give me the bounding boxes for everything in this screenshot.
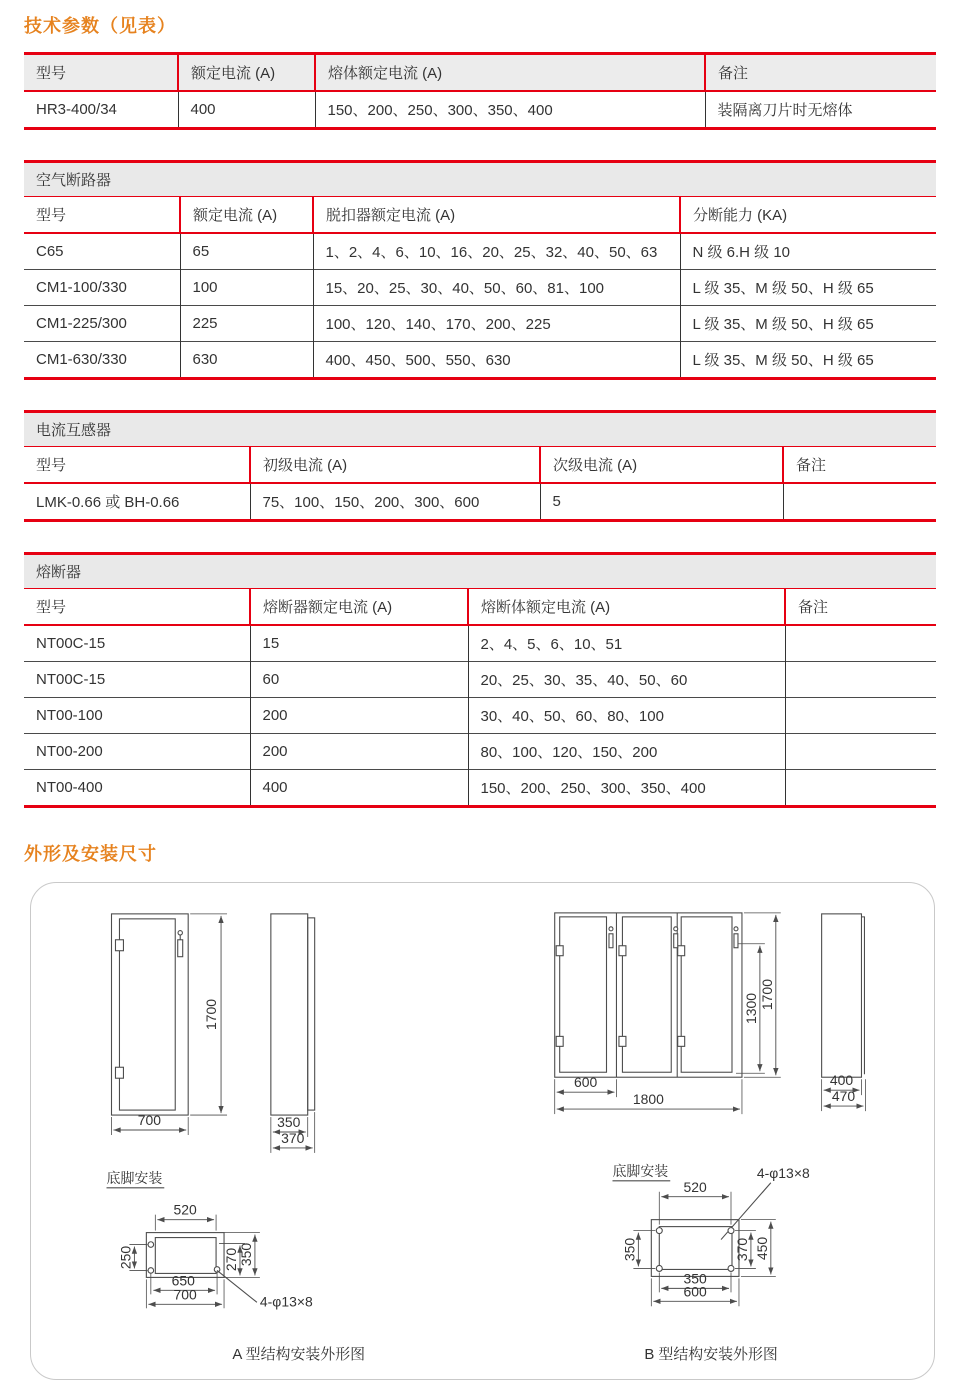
table-row <box>24 625 936 662</box>
dim-label: 400 <box>829 1072 854 1089</box>
table-ct-header-row <box>24 447 936 483</box>
dim-label: 1800 <box>632 1091 664 1108</box>
cell-breaking-capacity: L 级 35、M 级 50、H 级 65 <box>680 270 936 306</box>
table-hr3-header-row <box>24 55 936 91</box>
table-current-transformer <box>24 410 936 522</box>
cell-rated-current: 100 <box>180 270 313 306</box>
table-row <box>24 770 936 806</box>
column-header: 型号 <box>24 197 180 233</box>
dimension-drawings <box>31 883 934 1379</box>
dim-label: 1300 <box>742 992 759 1025</box>
b-front-view <box>555 913 781 1114</box>
column-header: 备注 <box>705 55 936 91</box>
cell-fuselink-rated-current: 30、40、50、60、80、100 <box>468 698 785 734</box>
cell-model: C65 <box>36 243 64 260</box>
column-header: 次级电流 (A) <box>540 447 783 483</box>
hinge-icon <box>619 946 626 956</box>
column-header: 初级电流 (A) <box>250 447 540 483</box>
table-row <box>24 483 936 519</box>
section-title-fuse: 熔断器 <box>24 555 936 589</box>
mounting-hole-icon <box>656 1228 662 1234</box>
dim-label: 250 <box>117 1245 134 1270</box>
lock-handle-icon <box>734 927 738 931</box>
table-row <box>24 91 936 127</box>
table-row <box>24 233 936 270</box>
dim-label: 600 <box>573 1074 598 1091</box>
cell-remark: 装隔离刀片时无熔体 <box>705 91 936 127</box>
hinge-icon <box>115 1067 123 1078</box>
cell-breaking-capacity: L 级 35、M 级 50、H 级 65 <box>680 306 936 342</box>
hole-callout-label: 4-φ13×8 <box>259 1293 313 1310</box>
cell-model: LMK-0.66 或 BH-0.66 <box>36 494 180 511</box>
column-header: 备注 <box>785 589 936 625</box>
cell-remark <box>785 770 936 806</box>
dim-label: 270 <box>222 1247 239 1272</box>
column-header: 分断能力 (KA) <box>680 197 936 233</box>
cell-remark <box>785 662 936 698</box>
table-air-breaker-header-row <box>24 197 936 233</box>
cell-fuselink-rated-current: 20、25、30、35、40、50、60 <box>468 662 785 698</box>
mounting-hole-icon <box>728 1265 734 1271</box>
base-mounting-label: 底脚安装 <box>106 1169 163 1186</box>
table-row <box>24 662 936 698</box>
table-fuse-header-row <box>24 589 936 625</box>
cell-secondary-current: 5 <box>540 483 783 519</box>
b-base-mounting <box>612 1163 809 1306</box>
table-hr3 <box>24 52 936 130</box>
hinge-icon <box>619 1036 626 1046</box>
a-base-mounting <box>107 1170 313 1310</box>
dim-label: 450 <box>753 1236 770 1261</box>
cell-fuse-rated-current: 60 <box>250 662 468 698</box>
table-row <box>24 698 936 734</box>
lock-handle-icon <box>178 931 182 935</box>
a-front-view <box>111 914 227 1135</box>
lock-handle-icon <box>609 927 613 931</box>
mounting-hole-icon <box>148 1268 154 1274</box>
column-header: 脱扣器额定电流 (A) <box>313 197 680 233</box>
lock-handle-icon <box>674 927 678 931</box>
cell-model: CM1-100/330 <box>24 270 180 306</box>
cell-rated-current: 225 <box>180 306 313 342</box>
lock-handle-icon <box>178 940 183 957</box>
hinge-icon <box>678 946 685 956</box>
cell-breaking-capacity: N 级 6.H 级 10 <box>680 233 936 270</box>
b-side-view <box>822 914 866 1111</box>
cell-rated-current: 630 <box>180 342 313 378</box>
lock-handle-icon <box>734 934 738 948</box>
cell-fuse-rated-current: 200 <box>250 734 468 770</box>
cell-fuse-rated-current: 15 <box>250 625 468 662</box>
cell-trip-current: 15、20、25、30、40、50、60、81、100 <box>313 270 680 306</box>
cell-breaking-capacity: L 级 35、M 级 50、H 级 65 <box>680 342 936 378</box>
heading-outline-dimensions: 外形及安装尺寸 <box>24 844 157 864</box>
cell-primary-current: 75、100、150、200、300、600 <box>250 483 540 519</box>
lock-handle-icon <box>609 934 613 948</box>
dim-label: 350 <box>237 1242 254 1267</box>
cell-model: CM1-225/300 <box>24 306 180 342</box>
dim-label: 370 <box>281 1129 305 1146</box>
mounting-hole-icon <box>148 1242 154 1248</box>
table-row <box>24 342 936 378</box>
cell-fuse-rated-current: 200 <box>250 698 468 734</box>
dim-label: 1700 <box>203 998 220 1030</box>
cell-model: HR3-400/34 <box>36 101 117 118</box>
dim-label: 600 <box>683 1283 707 1300</box>
lock-handle-icon <box>674 934 678 948</box>
dim-label: 350 <box>621 1237 638 1262</box>
hole-callout-label: 4-φ13×8 <box>756 1164 810 1181</box>
dim-label: 350 <box>277 1114 301 1131</box>
table-row <box>24 306 936 342</box>
dim-label: 520 <box>173 1201 197 1218</box>
column-header: 型号 <box>24 55 178 91</box>
cell-rated-current: 65 <box>180 233 313 270</box>
dim-label: 370 <box>733 1237 750 1262</box>
cell-model: NT00C-15 <box>24 662 250 698</box>
mounting-hole-icon <box>728 1228 734 1234</box>
cell-model: NT00-100 <box>24 698 250 734</box>
caption-a-type: A 型结构安装外形图 <box>232 1346 366 1364</box>
cell-model: NT00C-15 <box>36 635 106 652</box>
column-header: 熔体额定电流 (A) <box>315 55 705 91</box>
caption-b-type: B 型结构安装外形图 <box>644 1346 778 1364</box>
cell-trip-current: 1、2、4、6、10、16、20、25、32、40、50、63 <box>313 233 680 270</box>
table-row <box>24 734 936 770</box>
cell-remark <box>785 698 936 734</box>
dim-label: 470 <box>831 1088 856 1105</box>
heading-technical-parameters: 技术参数（见表） <box>24 16 176 36</box>
dim-label: 700 <box>137 1112 161 1129</box>
dim-label: 1700 <box>758 979 775 1011</box>
hinge-icon <box>556 946 563 956</box>
hinge-icon <box>556 1036 563 1046</box>
cell-remark <box>783 483 936 519</box>
section-title-current-transformer: 电流互感器 <box>24 413 936 447</box>
cell-trip-current: 400、450、500、550、630 <box>313 342 680 378</box>
section-title-air-breaker: 空气断路器 <box>24 163 936 197</box>
cell-model: NT00-200 <box>24 734 250 770</box>
cell-remark <box>785 625 936 662</box>
table-row <box>24 270 936 306</box>
column-header: 熔断体额定电流 (A) <box>468 589 785 625</box>
cell-trip-current: 100、120、140、170、200、225 <box>313 306 680 342</box>
cell-rated-current: 400 <box>178 91 315 127</box>
cell-fuse-current: 150、200、250、300、350、400 <box>315 91 705 127</box>
cell-remark <box>785 734 936 770</box>
column-header: 备注 <box>783 447 936 483</box>
page-content <box>0 12 960 866</box>
table-fuse <box>24 552 936 808</box>
cell-fuse-rated-current: 400 <box>250 770 468 806</box>
dim-label: 350 <box>683 1270 707 1287</box>
dimension-drawings-panel <box>30 882 935 1380</box>
cell-model: CM1-630/330 <box>24 342 180 378</box>
dim-label: 520 <box>683 1178 707 1195</box>
dim-label: 650 <box>171 1272 195 1289</box>
base-mounting-label: 底脚安装 <box>612 1162 669 1179</box>
column-header: 熔断器额定电流 (A) <box>250 589 468 625</box>
hinge-icon <box>678 1036 685 1046</box>
column-header: 型号 <box>24 447 250 483</box>
a-side-view <box>271 914 315 1153</box>
cell-model: NT00-400 <box>24 770 250 806</box>
cell-fuselink-rated-current: 150、200、250、300、350、400 <box>468 770 785 806</box>
column-header: 额定电流 (A) <box>180 197 313 233</box>
dim-label: 700 <box>173 1286 197 1303</box>
mounting-hole-icon <box>656 1265 662 1271</box>
cell-fuselink-rated-current: 2、4、5、6、10、51 <box>468 625 785 662</box>
table-air-breaker <box>24 160 936 380</box>
column-header: 额定电流 (A) <box>178 55 315 91</box>
cell-fuselink-rated-current: 80、100、120、150、200 <box>468 734 785 770</box>
column-header: 型号 <box>24 589 250 625</box>
hinge-icon <box>115 940 123 951</box>
